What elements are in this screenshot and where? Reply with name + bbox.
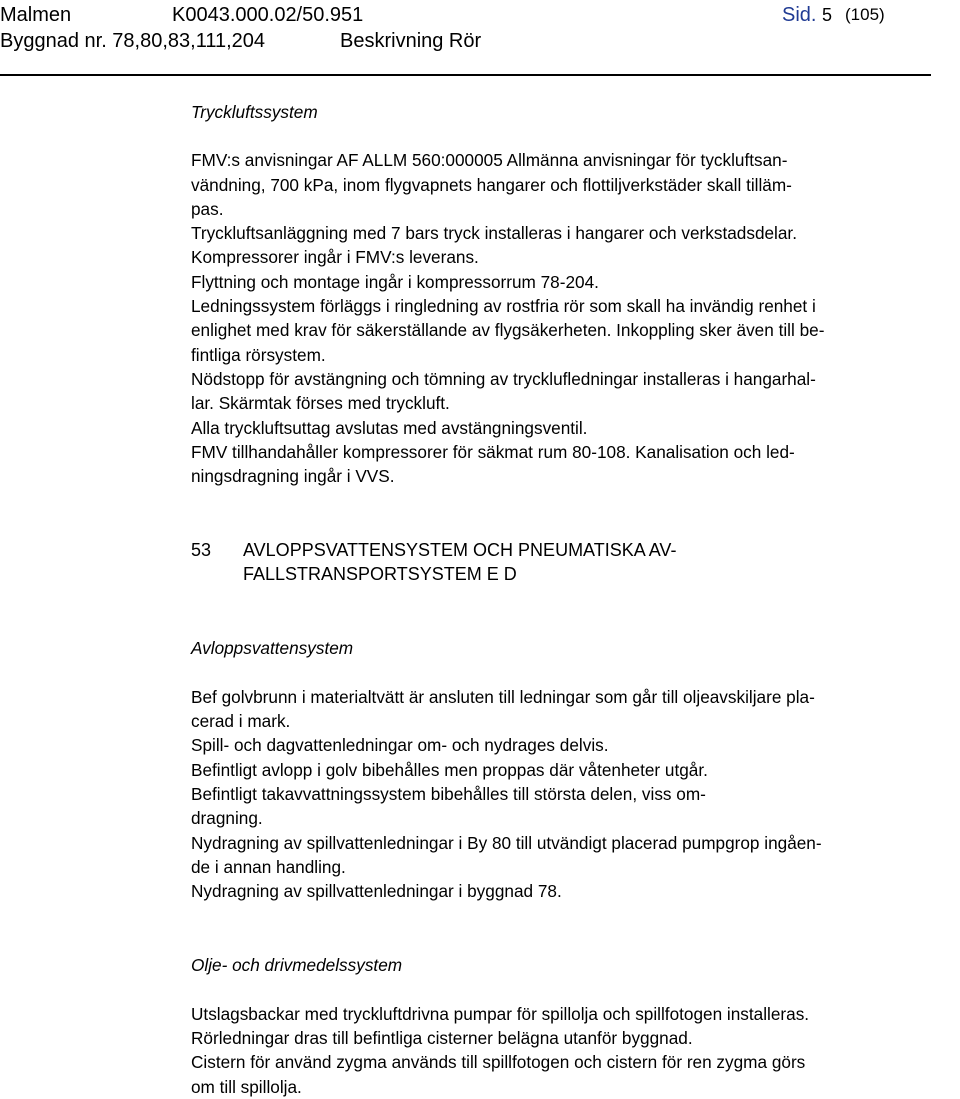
text-line: Tryckluftsanläggning med 7 bars tryck installeras i hangarer och verkstadsdelar. [191,223,797,244]
text-line: Kompressorer ingår i FMV:s leverans. [191,247,479,268]
chapter-title-line: FALLSTRANSPORTSYSTEM E D [243,564,517,585]
section-body-tryckluft [191,148,931,488]
building-number: Byggnad nr. 78,80,83,111,204 [0,30,266,52]
text-line: ningsdragning ingår i VVS. [191,466,395,487]
page-number: 5 [822,5,833,25]
text-line: Rörledningar dras till befintliga cisterner belägna utanför byggnad. [191,1028,693,1049]
text-line: Spill- och dagvattenledningar om- och nydrages delvis. [191,735,609,756]
text-line: Befintligt takavvattningssystem bibehålles till största delen, viss om- [191,783,706,804]
header-rule [0,74,931,76]
text-line: Befintligt avlopp i golv bibehålles men proppas där våtenheter utgår. [191,759,708,780]
chapter-title-line: AVLOPPSVATTENSYSTEM OCH PNEUMATISKA AV- [243,540,677,561]
text-line: Cistern för använd zygma används till spillfotogen och cistern för ren zygma görs [191,1052,806,1073]
text-line: Ledningssystem förläggs i ringledning av rostfria rör som skall ha invändig renhet i [191,296,816,317]
text-line: cerad i mark. [191,711,291,732]
company-name: Malmen [0,4,72,26]
text-line: Bef golvbrunn i materialtvätt är ansluten till ledningar som går till oljeavskiljare pla- [191,686,815,707]
text-line: Nödstopp för avstängning och tömning av trycklufledningar installeras i hangarhal- [191,368,816,389]
text-line: Utslagsbackar med tryckluftdrivna pumpar för spillolja och spillfotogen installeras. [191,1003,810,1024]
section-body-avlopp [191,685,931,904]
text-line: om till spillolja. [191,1076,302,1097]
section-title-olje: Olje- och drivmedelssystem [191,955,403,976]
section-title-avlopp: Avloppsvattensystem [191,638,354,659]
text-line: fintliga rörsystem. [191,344,326,365]
text-line: FMV tillhandahåller kompressorer för säkmat rum 80-108. Kanalisation och led- [191,441,795,462]
document-type: Beskrivning Rör [340,30,482,52]
text-line: Flyttning och montage ingår i kompressorrum 78-204. [191,271,599,292]
document-body [191,100,931,1099]
text-line: vändning, 700 kPa, inom flygvapnets hangarer och flottiljverkstäder skall tilläm- [191,174,792,195]
section-title-tryckluft: Tryckluftssystem [191,102,318,122]
section-body-olje [191,1002,931,1099]
text-line: pas. [191,198,224,219]
page-total: (105) [845,5,885,24]
text-line: Alla tryckluftsuttag avslutas med avstängningsventil. [191,417,588,438]
text-line: enlighet med krav för säkerställande av flygsäkerheten. Inkoppling sker även till be- [191,320,825,341]
text-line: dragning. [191,808,263,829]
page-prefix: Sid. [782,4,817,26]
text-line: lar. Skärmtak förses med tryckluft. [191,393,450,414]
document-id: K0043.000.02/50.951 [172,4,364,26]
text-line: de i annan handling. [191,856,346,877]
text-line: FMV:s anvisningar AF ALLM 560:000005 Allmänna anvisningar för tyckluftsan- [191,150,788,171]
text-line: Nydragning av spillvattenledningar i By 80 till utvändigt placerad pumpgrop ingåen- [191,832,822,853]
text-line: Nydragning av spillvattenledningar i byggnad 78. [191,881,562,902]
chapter-number: 53 [191,540,212,561]
chapter-heading [191,538,931,586]
page-header [0,0,960,80]
